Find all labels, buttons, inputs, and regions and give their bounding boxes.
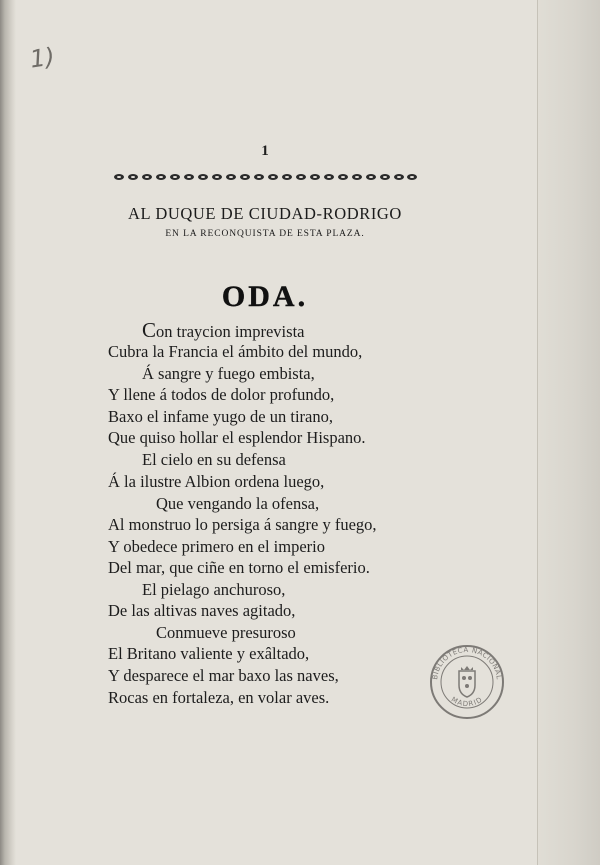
poem-heading: ODA. [221,280,309,313]
ornament-rule [113,170,418,184]
poem-line: Que vengando la ofensa, [156,494,320,513]
facing-page-edge [537,0,600,865]
poem-line: Baxo el infame yugo de un tirano, [108,407,333,426]
poem-line: Y desparece el mar baxo las naves, [108,666,339,685]
stamp-text-top: BIBLIOTECA NACIONAL [431,645,503,681]
poem-line: Al monstruo lo persiga á sangre y fuego, [108,515,377,534]
poem-line: Cubra la Francia el ámbito del mundo, [108,342,363,361]
poem-line: Conmueve presuroso [156,623,296,642]
library-stamp [428,643,506,721]
poem-line: Que quiso hollar el esplendor Hispano. [108,428,366,447]
dedication-title: AL DUQUE DE CIUDAD-RODRIGO [128,204,402,223]
stamp-text-bottom: MADRID [449,695,485,709]
poem-line: El cielo en su defensa [142,450,286,469]
poem-line: El Britano valiente y exâltado, [108,644,310,663]
poem-line: Del mar, que ciñe en torno el emisferio. [108,558,370,577]
page-number: 1 [261,143,269,159]
poem-line: El pielago anchuroso, [142,580,286,599]
poem-line: Á la ilustre Albion ordena luego, [108,472,325,491]
poem-line: Y llene á todos de dolor profundo, [108,385,335,404]
poem-line: De las altivas naves agitado, [108,601,296,620]
poem-line: Rocas en fortaleza, en volar aves. [108,688,330,707]
book-binding-shadow [0,0,16,865]
poem-line: Á sangre y fuego embista, [142,364,315,383]
dedication-subtitle: EN LA RECONQUISTA DE ESTA PLAZA. [165,229,365,239]
poem-line: Y obedece primero en el imperio [108,537,326,556]
drop-cap: C [142,318,157,342]
poem-line: Con traycion imprevista [142,318,305,342]
coat-of-arms-icon [459,666,475,697]
margin-note: 1) [28,42,57,74]
